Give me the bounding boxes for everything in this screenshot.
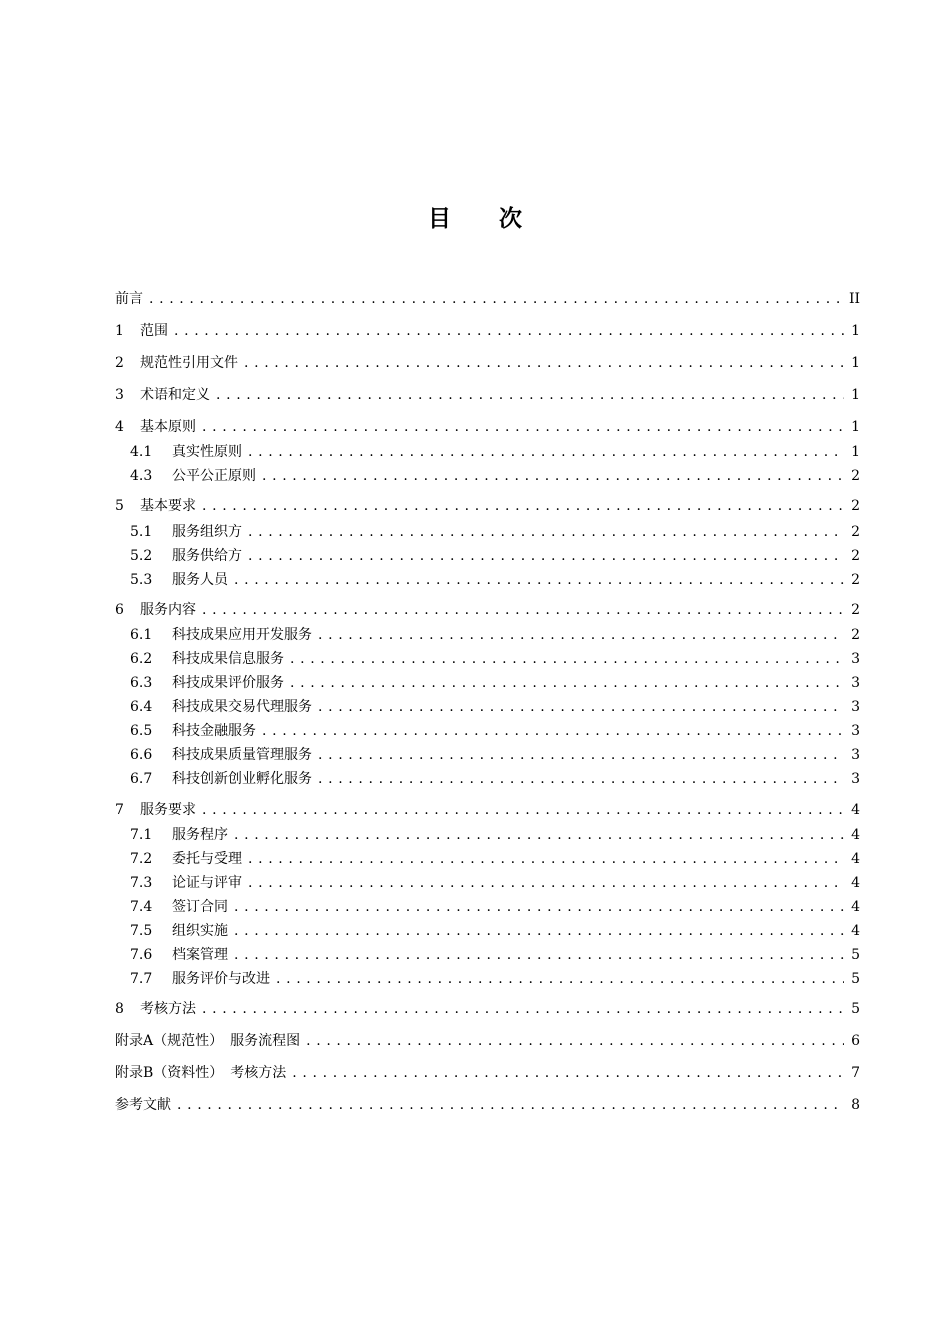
toc-entry-number: 7.3 — [130, 875, 153, 891]
toc-entry-page: 7 — [851, 1065, 860, 1081]
toc-entry-label: 科技成果评价服务 — [172, 675, 284, 691]
toc-entry-7-3[interactable] — [130, 873, 860, 893]
toc-entry-label: 服务内容 — [140, 602, 196, 618]
table-of-contents — [115, 0, 860, 1344]
dot-leader — [234, 945, 844, 965]
toc-entry-page: 2 — [851, 627, 860, 643]
dot-leader — [248, 849, 844, 869]
toc-entry-number: 5 — [115, 498, 124, 514]
toc-entry-number: 6 — [115, 602, 124, 618]
dot-leader — [248, 546, 844, 566]
toc-entry-7-1[interactable] — [130, 825, 860, 845]
toc-entry-4-3[interactable] — [130, 466, 860, 486]
toc-entry-label: 附录B（资料性） 考核方法 — [115, 1065, 287, 1081]
toc-entry-label: 术语和定义 — [140, 387, 210, 403]
dot-leader — [234, 570, 844, 590]
toc-entry-label: 真实性原则 — [172, 444, 242, 460]
dot-leader — [244, 353, 844, 373]
toc-entry-label: 签订合同 — [172, 899, 228, 915]
toc-entry-page: 4 — [851, 923, 860, 939]
toc-entry-page: 2 — [851, 524, 860, 540]
toc-entry-8[interactable] — [115, 999, 860, 1019]
toc-entry-page: 4 — [851, 875, 860, 891]
toc-entry-label: 基本原则 — [140, 419, 196, 435]
toc-entry-5-2[interactable] — [130, 546, 860, 566]
toc-entry-5-1[interactable] — [130, 522, 860, 542]
toc-entry-label: 论证与评审 — [172, 875, 242, 891]
toc-entry-page: 1 — [851, 387, 860, 403]
toc-entry-label: 公平公正原则 — [172, 468, 256, 484]
toc-entry-6-6[interactable] — [130, 745, 860, 765]
toc-entry-6-7[interactable] — [130, 769, 860, 789]
toc-entry-page: 4 — [851, 851, 860, 867]
toc-entry-number: 3 — [115, 387, 124, 403]
toc-entry-5[interactable] — [115, 496, 860, 516]
toc-entry-number: 4.3 — [130, 468, 153, 484]
toc-entry-number: 5.2 — [130, 548, 153, 564]
toc-entry-number: 6.6 — [130, 747, 153, 763]
toc-entry-page: 2 — [851, 602, 860, 618]
toc-entry-3[interactable] — [115, 385, 860, 405]
dot-leader — [318, 745, 844, 765]
toc-entry-page: 5 — [851, 947, 860, 963]
dot-leader — [318, 769, 844, 789]
toc-entry-page: 4 — [851, 899, 860, 915]
toc-entry-page: 2 — [851, 498, 860, 514]
toc-entry-2[interactable] — [115, 353, 860, 373]
toc-entry-page: 5 — [851, 971, 860, 987]
toc-entry-foreword[interactable] — [115, 289, 860, 309]
dot-leader — [202, 999, 844, 1019]
toc-entry-page: 1 — [851, 323, 860, 339]
toc-entry-label: 服务组织方 — [172, 524, 242, 540]
toc-entry-page: 6 — [851, 1033, 860, 1049]
toc-entry-page: 1 — [851, 444, 860, 460]
toc-entry-label: 前言 — [115, 291, 143, 307]
toc-entry-page: 4 — [851, 802, 860, 818]
toc-entry-1[interactable] — [115, 321, 860, 341]
toc-entry-7-7[interactable] — [130, 969, 860, 989]
toc-entry-label: 科技成果质量管理服务 — [172, 747, 312, 763]
toc-entry-appendix-a[interactable] — [115, 1031, 860, 1051]
toc-entry-label: 服务程序 — [172, 827, 228, 843]
toc-entry-appendix-b[interactable] — [115, 1063, 860, 1083]
toc-entry-number: 1 — [115, 323, 124, 339]
dot-leader — [174, 321, 844, 341]
toc-entry-number: 7.5 — [130, 923, 153, 939]
toc-entry-label: 服务人员 — [172, 572, 228, 588]
toc-entry-number: 8 — [115, 1001, 124, 1017]
toc-entry-number: 6.5 — [130, 723, 153, 739]
dot-leader — [318, 625, 844, 645]
toc-entry-label: 范围 — [140, 323, 168, 339]
toc-entry-number: 6.4 — [130, 699, 153, 715]
dot-leader — [290, 649, 844, 669]
toc-entry-number: 7.2 — [130, 851, 153, 867]
toc-entry-references[interactable] — [115, 1095, 860, 1115]
toc-entry-label: 委托与受理 — [172, 851, 242, 867]
toc-entry-page: 5 — [851, 1001, 860, 1017]
toc-entry-6-2[interactable] — [130, 649, 860, 669]
toc-entry-number: 5.1 — [130, 524, 153, 540]
toc-entry-number: 5.3 — [130, 572, 153, 588]
dot-leader — [234, 825, 844, 845]
dot-leader — [262, 466, 844, 486]
toc-entry-label: 科技成果信息服务 — [172, 651, 284, 667]
toc-entry-page: 3 — [851, 747, 860, 763]
toc-entry-number: 6.2 — [130, 651, 153, 667]
toc-entry-number: 2 — [115, 355, 124, 371]
toc-entry-label: 参考文献 — [115, 1097, 171, 1113]
toc-entry-label: 服务要求 — [140, 802, 196, 818]
dot-leader — [202, 600, 844, 620]
dot-leader — [216, 385, 844, 405]
dot-leader — [248, 522, 844, 542]
toc-entry-number: 7.6 — [130, 947, 153, 963]
toc-entry-page: 1 — [851, 419, 860, 435]
toc-entry-page: 3 — [851, 771, 860, 787]
toc-entry-page: 2 — [851, 572, 860, 588]
toc-entry-label: 基本要求 — [140, 498, 196, 514]
toc-entry-page: II — [848, 291, 860, 307]
toc-entry-7-4[interactable] — [130, 897, 860, 917]
toc-entry-number: 7 — [115, 802, 124, 818]
toc-entry-number: 4 — [115, 419, 124, 435]
toc-entry-label: 科技创新创业孵化服务 — [172, 771, 312, 787]
toc-entry-6-1[interactable] — [130, 625, 860, 645]
toc-entry-7-6[interactable] — [130, 945, 860, 965]
toc-entry-number: 7.1 — [130, 827, 153, 843]
toc-entry-number: 7.4 — [130, 899, 153, 915]
dot-leader — [292, 1063, 844, 1083]
toc-entry-number: 4.1 — [130, 444, 153, 460]
toc-entry-7-5[interactable] — [130, 921, 860, 941]
toc-entry-6-3[interactable] — [130, 673, 860, 693]
toc-entry-number: 6.3 — [130, 675, 153, 691]
toc-entry-4-1[interactable] — [130, 442, 860, 462]
toc-entry-page: 2 — [851, 468, 860, 484]
dot-leader — [290, 673, 844, 693]
toc-entry-page: 3 — [851, 651, 860, 667]
dot-leader — [248, 442, 844, 462]
toc-entry-label: 科技成果交易代理服务 — [172, 699, 312, 715]
toc-entry-label: 档案管理 — [172, 947, 228, 963]
toc-entry-page: 2 — [851, 548, 860, 564]
toc-entry-7-2[interactable] — [130, 849, 860, 869]
toc-entry-label: 考核方法 — [140, 1001, 196, 1017]
dot-leader — [276, 969, 844, 989]
toc-entry-number: 6.7 — [130, 771, 153, 787]
title-char-1: 目 — [428, 206, 451, 232]
dot-leader — [306, 1031, 844, 1051]
title-char-2: 次 — [499, 206, 522, 232]
toc-entry-page: 1 — [851, 355, 860, 371]
toc-entry-5-3[interactable] — [130, 570, 860, 590]
toc-entry-label: 组织实施 — [172, 923, 228, 939]
dot-leader — [234, 897, 844, 917]
toc-entry-label: 科技金融服务 — [172, 723, 256, 739]
toc-entry-7[interactable] — [115, 800, 860, 820]
toc-entry-6[interactable] — [115, 600, 860, 620]
toc-entry-page: 3 — [851, 699, 860, 715]
dot-leader — [177, 1095, 844, 1115]
toc-entry-6-4[interactable] — [130, 697, 860, 717]
toc-entry-page: 4 — [851, 827, 860, 843]
dot-leader — [318, 697, 844, 717]
dot-leader — [234, 921, 844, 941]
toc-entry-label: 附录A（规范性） 服务流程图 — [115, 1033, 301, 1049]
toc-entry-number: 6.1 — [130, 627, 153, 643]
toc-entry-label: 规范性引用文件 — [140, 355, 238, 371]
dot-leader — [202, 496, 844, 516]
toc-entry-label: 服务供给方 — [172, 548, 242, 564]
toc-entry-label: 科技成果应用开发服务 — [172, 627, 312, 643]
dot-leader — [248, 873, 844, 893]
toc-entry-page: 3 — [851, 675, 860, 691]
dot-leader — [202, 800, 844, 820]
toc-entry-4[interactable] — [115, 417, 860, 437]
dot-leader — [202, 417, 844, 437]
toc-entry-page: 3 — [851, 723, 860, 739]
dot-leader — [262, 721, 844, 741]
toc-entry-label: 服务评价与改进 — [172, 971, 270, 987]
toc-entry-number: 7.7 — [130, 971, 153, 987]
dot-leader — [149, 289, 844, 309]
toc-entry-page: 8 — [851, 1097, 860, 1113]
toc-entry-6-5[interactable] — [130, 721, 860, 741]
